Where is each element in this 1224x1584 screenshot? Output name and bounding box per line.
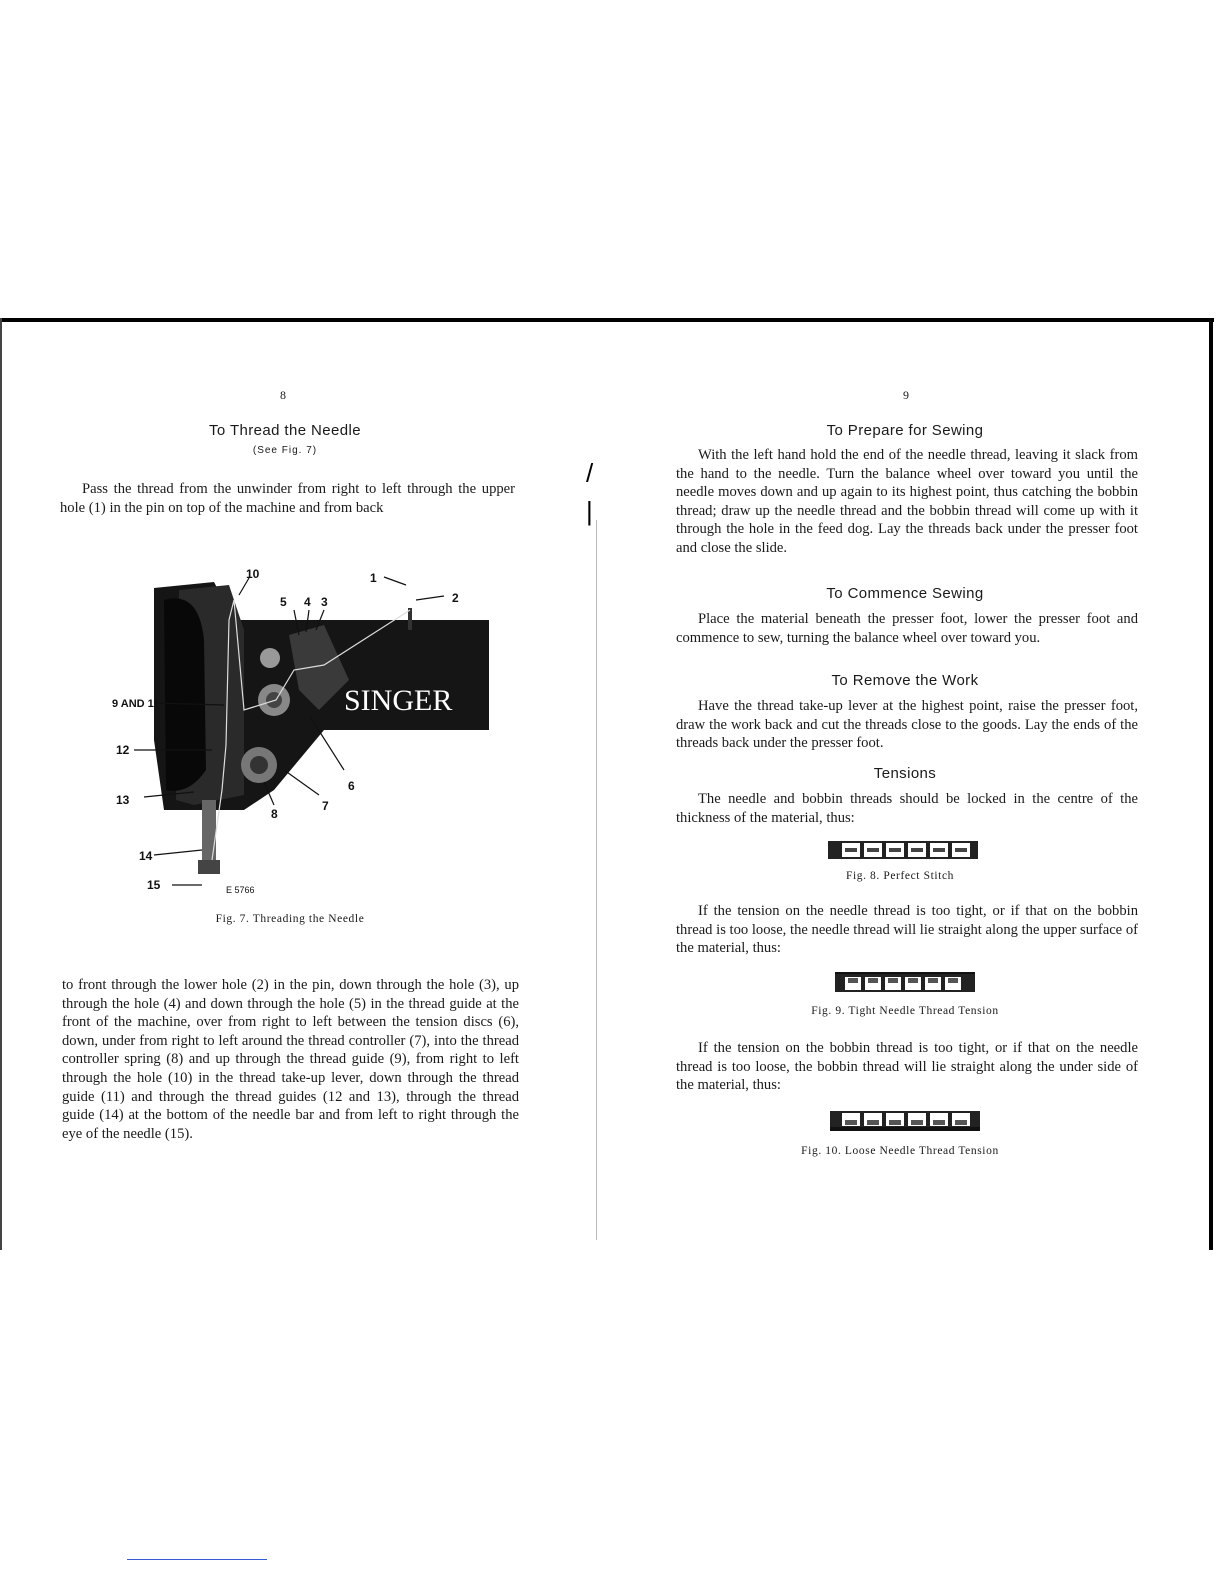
threading-intro: Pass the thread from the unwinder from right to left through the upper hole (1) in the pin on top of the machine and from back	[60, 481, 515, 516]
figure-label-4: 4	[304, 595, 311, 609]
loose-tension-text: If the tension on the bobbin thread is too tight, or if that on the needle thread is too loose, the bobbin thread will lie straight along the under side of the material, thus:	[676, 1040, 1138, 1094]
fig7-caption: Fig. 7. Threading the Needle	[215, 913, 365, 925]
figure-label-5: 5	[280, 595, 287, 609]
tight-tension-figure	[835, 970, 975, 996]
figure-label-1: 1	[370, 571, 377, 585]
sewing-machine-illustration	[94, 560, 494, 900]
figure-label-6: 6	[348, 779, 355, 793]
threading-continuation: to front through the lower hole (2) in the pin, down through the hole (3), up through the hole (4) and down through the hole (5) in the thread guide at the front of the machine, over from right to left between the tension discs (6), down, under from right to left around the thread controller (7), into the thread controller spring (8) and up through the thread guide (9), from right to left through the hole (10) in the thread take-up lever, down through the thread guide (11) and through the thread guides (12 and 13), through the thread guide (14) at the bottom of the needle bar and from left to right through the eye of the needle (15).	[62, 977, 519, 1142]
section-title-prepare: To Prepare for Sewing	[826, 422, 984, 439]
gutter-mark-lower: |	[586, 496, 593, 526]
section-title-tensions: Tensions	[873, 765, 937, 782]
section-text-tensions: The needle and bobbin threads should be locked in the centre of the thickness of the material, thus:	[676, 791, 1138, 826]
section-text-remove: Have the thread take-up lever at the highest point, raise the presser foot, draw the work back and cut the threads close to the goods. Lay the ends of the threads back under the presser foot.	[676, 698, 1138, 752]
figure-label-13: 13	[116, 793, 130, 807]
left-page-number: 8	[280, 388, 286, 402]
perfect-stitch-figure	[828, 837, 978, 863]
figure-label-10: 10	[246, 567, 260, 581]
figure-label-15: 15	[147, 878, 161, 892]
figure-label-12: 12	[116, 743, 130, 757]
sewing-machine-figure	[94, 560, 494, 900]
section-title-remove: To Remove the Work	[831, 672, 979, 689]
gutter-mark-top: /	[586, 458, 594, 488]
figure-label-7: 7	[322, 799, 329, 813]
figure-label-3: 3	[321, 595, 328, 609]
fig9-caption: Fig. 9. Tight Needle Thread Tension	[811, 1005, 999, 1017]
section-title-commence: To Commence Sewing	[826, 585, 984, 602]
bottom-link-underline[interactable]	[127, 1559, 267, 1560]
tight-tension-text: If the tension on the needle thread is too tight, or if that on the bobbin thread is too loose, the needle thread will lie straight along the upper surface of the material, thus:	[676, 903, 1138, 957]
scan-right-border	[1209, 318, 1213, 1250]
fig10-caption: Fig. 10. Loose Needle Thread Tension	[801, 1145, 999, 1157]
scan-top-border	[0, 318, 1214, 322]
figure-code: E 5766	[226, 885, 255, 895]
left-page-subtitle: (See Fig. 7)	[252, 445, 318, 456]
figure-label-2: 2	[452, 591, 459, 605]
scan-left-border	[0, 318, 2, 1250]
fig8-caption: Fig. 8. Perfect Stitch	[845, 870, 955, 882]
section-text-commence: Place the material beneath the presser foot, lower the presser foot and commence to sew, turning the balance wheel over toward you.	[676, 611, 1138, 646]
page-gutter	[596, 520, 597, 1240]
figure-label-14: 14	[139, 849, 153, 863]
right-page-number: 9	[903, 388, 909, 402]
figure-label-9-and-11: 9 AND 11	[112, 698, 160, 710]
figure-label-8: 8	[271, 807, 278, 821]
singer-decal: SINGER	[344, 684, 453, 717]
loose-tension-figure	[830, 1107, 980, 1135]
section-text-prepare: With the left hand hold the end of the needle thread, leaving it slack from the hand to the needle. Turn the balance wheel over toward you until the needle moves down and up again to its highest point, thus catching the bobbin thread; draw up the needle thread and the bobbin thread will come up with it through the hole in the feed dog. Lay the threads back under the presser foot and close the slide.	[676, 447, 1138, 556]
left-page-title: To Thread the Needle	[209, 422, 361, 439]
